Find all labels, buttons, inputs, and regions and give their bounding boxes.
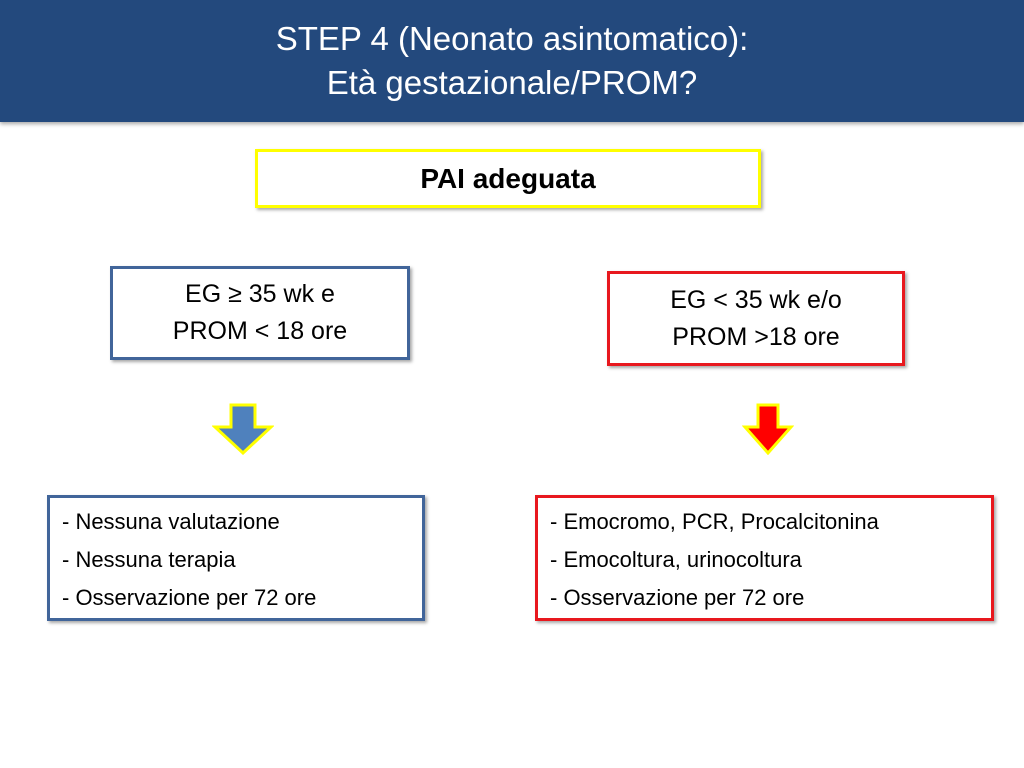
down-arrow-icon xyxy=(742,403,794,455)
right-condition-box xyxy=(607,271,905,366)
left-action-item: - Nessuna terapia xyxy=(62,547,236,572)
left-condition-line-2: PROM < 18 ore xyxy=(172,317,348,345)
pai-adeguata-label: PAI adeguata xyxy=(420,162,596,194)
left-action-item: - Nessuna valutazione xyxy=(62,509,280,534)
right-action-item: - Osservazione per 72 ore xyxy=(550,585,805,610)
left-action-item: - Osservazione per 72 ore xyxy=(62,585,317,610)
right-action-item: - Emocoltura, urinocoltura xyxy=(550,547,802,572)
down-arrow-icon xyxy=(212,403,274,455)
left-condition-box xyxy=(110,266,410,360)
pai-adeguata-box xyxy=(255,149,761,208)
right-actions-box xyxy=(535,495,994,621)
slide-title-line-1: STEP 4 (Neonato asintomatico): xyxy=(275,20,749,57)
slide-title xyxy=(0,0,1024,122)
slide-title-line-2: Età gestazionale/PROM? xyxy=(326,64,698,101)
left-actions-box xyxy=(47,495,425,621)
right-condition-line-2: PROM >18 ore xyxy=(672,322,840,351)
right-condition-line-1: EG < 35 wk e/o xyxy=(670,285,842,314)
right-action-item: - Emocromo, PCR, Procalcitonina xyxy=(550,509,879,534)
left-condition-line-1: EG ≥ 35 wk e xyxy=(185,280,335,308)
